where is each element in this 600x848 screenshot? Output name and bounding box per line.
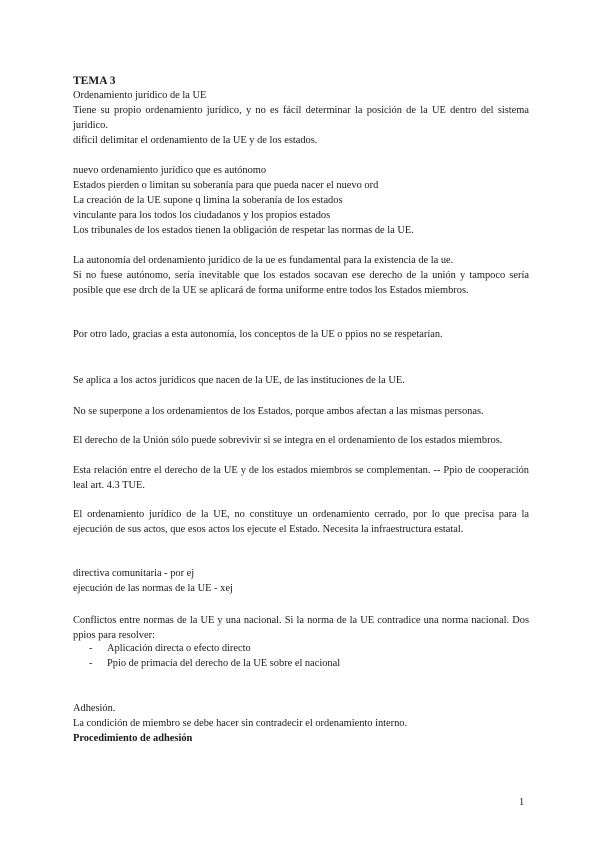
- page-heading: TEMA 3: [73, 75, 116, 87]
- block6-paragraph: El ordenamiento jurídico de la UE, no constituye un ordenamiento cerrado, por lo que precisa para la ejecución de sus actos, que esos actos los ejecute el Estado. Necesita la infraestructura estatal.: [73, 509, 529, 535]
- bullet-marker: -: [89, 658, 93, 669]
- block3-paragraph: Si no fuese autónomo, sería inevitable que los estados socavan ese derecho de la unión y tampoco sería posible que ese drch de la UE se aplicará de forma uniforme entre todos los Estados miembros.: [73, 270, 529, 296]
- block9-line-2: La condición de miembro se debe hacer sin contradecir el ordenamiento interno.: [73, 718, 408, 729]
- block7-line-2: ejecución de las normas de la UE - xej: [73, 583, 233, 594]
- page-number: 1: [519, 797, 525, 808]
- bullet-item-primacy: Ppio de primacía del derecho de la UE sobre el nacional: [107, 658, 341, 669]
- block7-line-1: directiva comunitaria - por ej: [73, 568, 195, 579]
- block9-line-1: Adhesión.: [73, 703, 116, 714]
- intro-line-1: Ordenamiento jurídico de la UE: [73, 90, 207, 101]
- block3-line-1: La autonomía del ordenamiento jurídico de la ue es fundamental para la existencia de la ue.: [73, 255, 454, 266]
- block8-paragraph: Conflictos entre normas de la UE y una nacional. Si la norma de la UE contradice una norma nacional. Dos ppios para resolver:: [73, 615, 529, 641]
- intro-line-3: difícil delimitar el ordenamiento de la UE y de los estados.: [73, 135, 318, 146]
- block3-line-3: Por otro lado, gracias a esta autonomía, los conceptos de la UE o ppios no se respetarían.: [73, 329, 443, 340]
- section-heading-adhesion: Procedimiento de adhesión: [73, 733, 193, 744]
- block2-line-3: La creación de la UE supone q limina la soberanía de los estados: [73, 195, 343, 206]
- block5-paragraph-3: Esta relación entre el derecho de la UE y de los estados miembros se complementan. -- Ppio de cooperación leal art. 4.3 TUE.: [73, 465, 529, 491]
- block2-line-5: Los tribunales de los estados tienen la obligación de respetar las normas de la UE.: [73, 225, 414, 236]
- block2-line-4: vinculante para los todos los ciudadanos y los propios estados: [73, 210, 331, 221]
- block2-line-1: nuevo ordenamiento jurídico que es autónomo: [73, 165, 267, 176]
- bullet-item-direct-effect: Aplicación directa o efecto directo: [107, 643, 251, 654]
- intro-paragraph: Tiene su propio ordenamiento jurídico, y no es fácil determinar la posición de la UE dentro del sistema jurídico.: [73, 105, 529, 131]
- bullet-marker: -: [89, 643, 93, 654]
- block5-paragraph-2: El derecho de la Unión sólo puede sobrevivir si se integra en el ordenamiento de los estados miembros.: [73, 435, 503, 446]
- block4-line-1: Se aplica a los actos jurídicos que nacen de la UE, de las instituciones de la UE.: [73, 375, 405, 386]
- block5-paragraph-1: No se superpone a los ordenamientos de los Estados, porque ambos afectan a las mismas personas.: [73, 406, 484, 417]
- block2-line-2: Estados pierden o limitan su soberanía para que pueda nacer el nuevo ord: [73, 180, 379, 191]
